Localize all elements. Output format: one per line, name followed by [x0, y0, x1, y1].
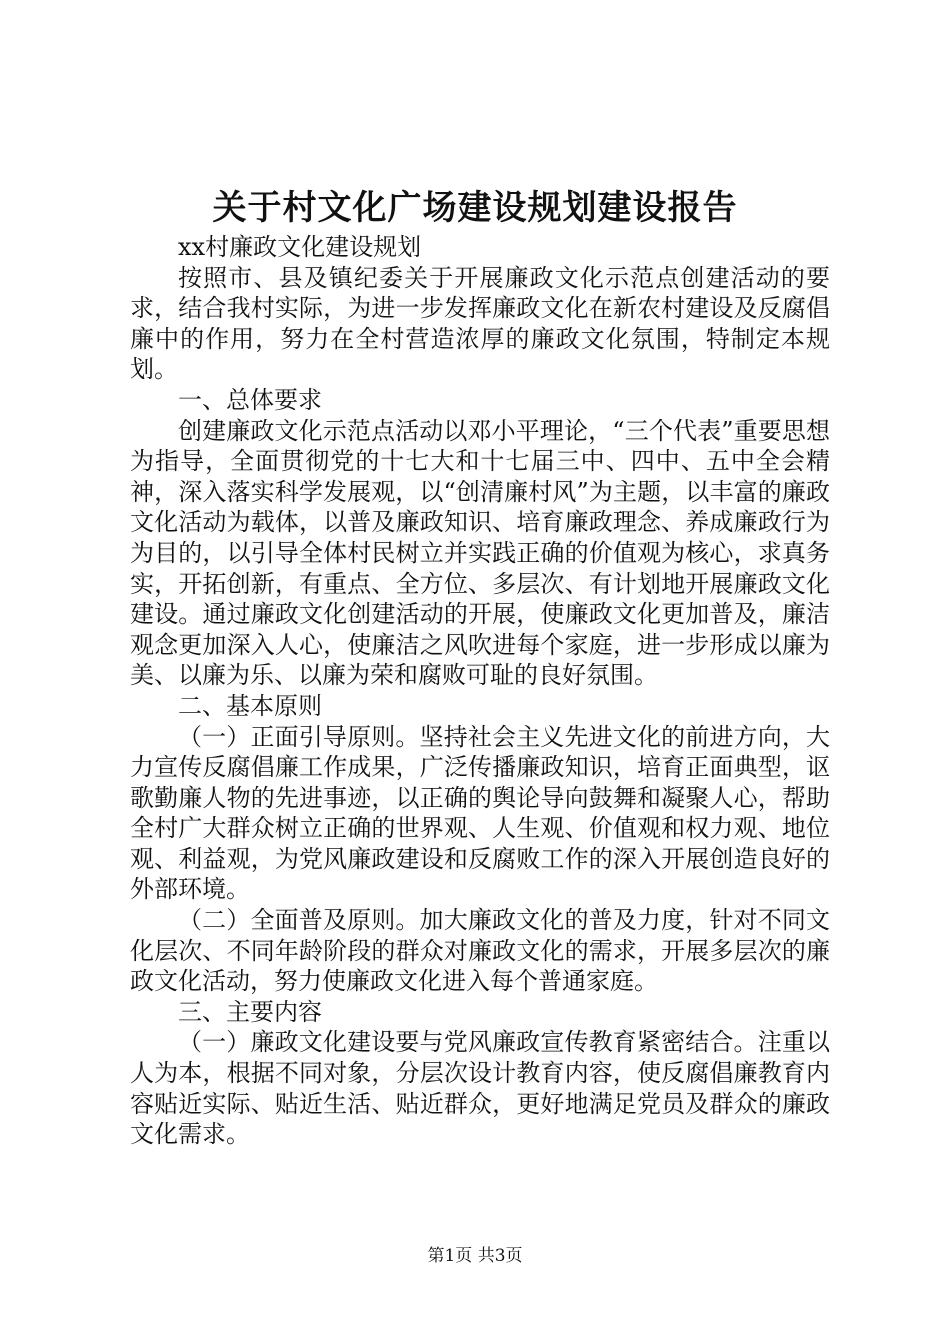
principle-positive-guidance: （一）正面引导原则。坚持社会主义先进文化的前进方向，大力宣传反腐倡廉工作成果，广泛传播廉政知识，培育正面典型，讴歌勤廉人物的先进事迹，以正确的舆论导向鼓舞和凝聚人心，帮助全村广大群众树立正确的世界观、人生观、价值观和权力观、地位观、利益观，为党风廉政建设和反腐败工作的深入开展创造良好的外部环境。 — [130, 722, 830, 904]
intro-paragraph: 按照市、县及镇纪委关于开展廉政文化示范点创建活动的要求，结合我村实际，为进一步发挥廉政文化在新农村建设及反腐倡廉中的作用，努力在全村营造浓厚的廉政文化氛围，特制定本规划。 — [130, 263, 830, 384]
principle-full-popularization: （二）全面普及原则。加大廉政文化的普及力度，针对不同文化层次、不同年龄阶段的群众对廉政文化的需求，开展多层次的廉政文化活动，努力使廉政文化进入每个普通家庭。 — [130, 906, 830, 996]
page-number-footer: 第1页 共3页 — [427, 1246, 523, 1266]
document-title: 关于村文化广场建设规划建设报告 — [212, 188, 738, 228]
content-item-education: （一）廉政文化建设要与党风廉政宣传教育紧密结合。注重以人为本，根据不同对象，分层次设计教育内容，使反腐倡廉教育内容贴近实际、贴近生活、贴近群众，更好地满足党员及群众的廉政文化需求。 — [130, 1028, 830, 1149]
plan-subtitle: xx村廉政文化建设规划 — [178, 233, 422, 261]
section-heading-main-content: 三、主要内容 — [178, 997, 322, 1026]
document-body — [130, 232, 830, 1150]
section-heading-general-requirements: 一、总体要求 — [178, 385, 322, 414]
section-heading-basic-principles: 二、基本原则 — [178, 691, 322, 720]
general-requirements-paragraph: 创建廉政文化示范点活动以邓小平理论，“三个代表”重要思想为指导，全面贯彻党的十七大和十七届三中、四中、五中全会精神，深入落实科学发展观，以“创清廉村风”为主题，以丰富的廉政文化活动为载体，以普及廉政知识、培育廉政理念、养成廉政行为为目的，以引导全体村民树立并实践正确的价值观为核心，求真务实，开拓创新，有重点、全方位、多层次、有计划地开展廉政文化建设。通过廉政文化创建活动的开展，使廉政文化更加普及，廉洁观念更加深入人心，使廉洁之风吹进每个家庭，进一步形成以廉为美、以廉为乐、以廉为荣和腐败可耻的良好氛围。 — [130, 416, 830, 690]
